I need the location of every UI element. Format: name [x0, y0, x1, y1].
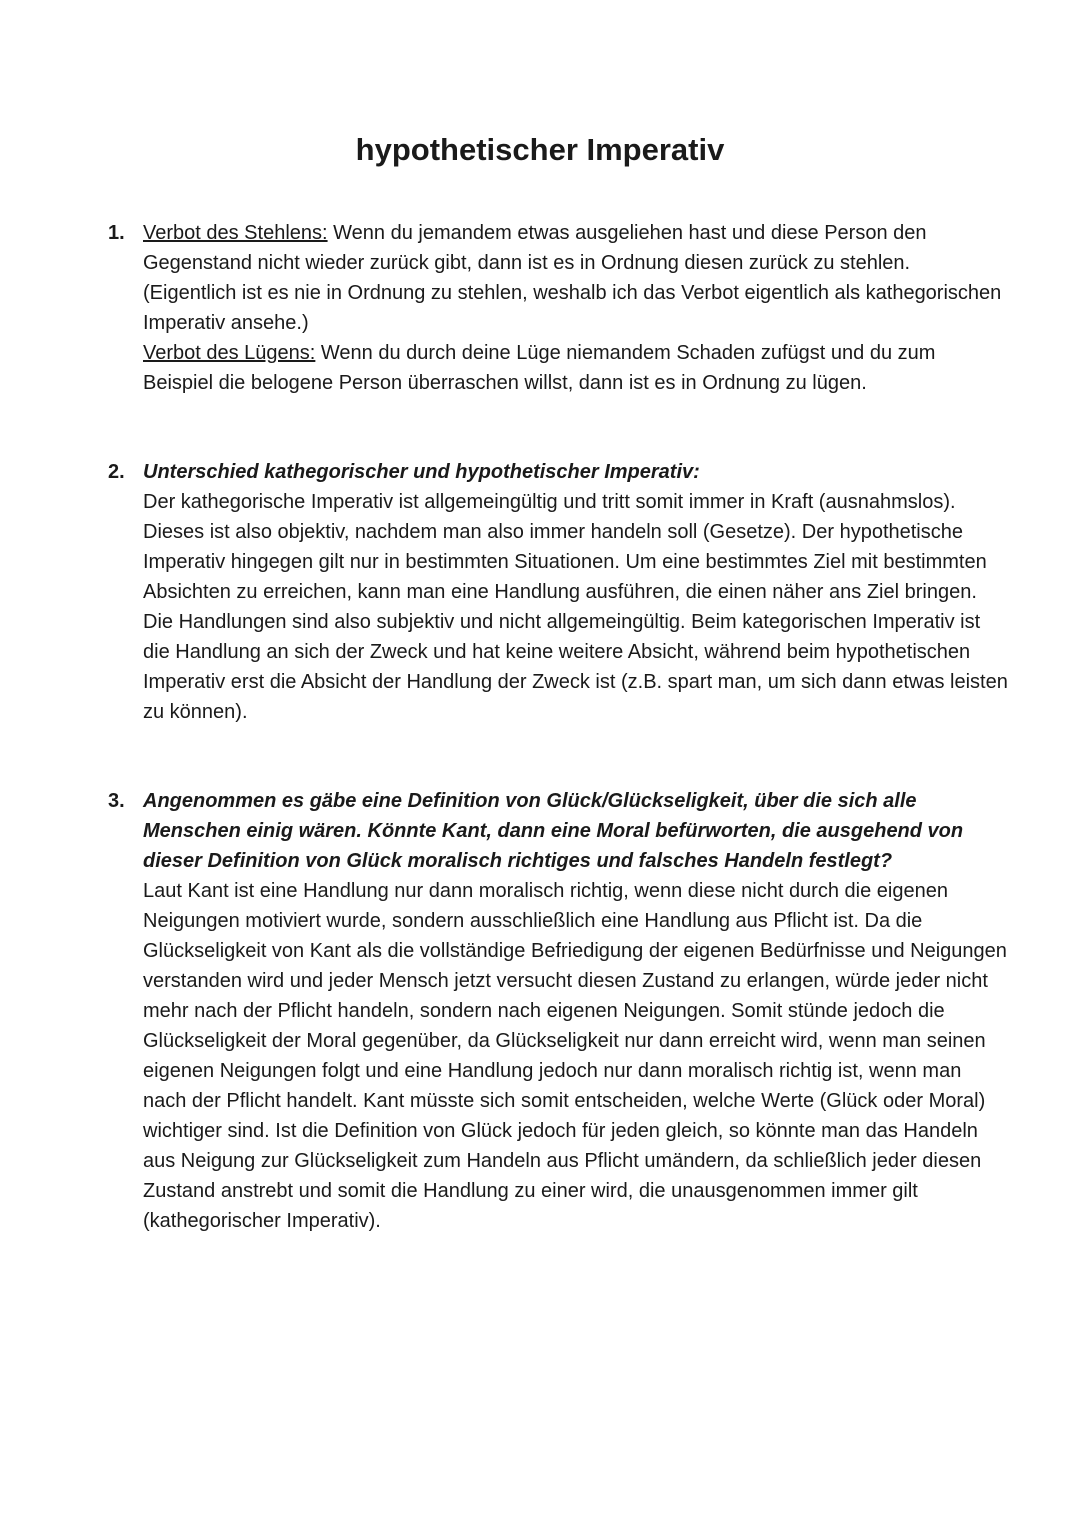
- item-body: [143, 457, 1008, 727]
- paragraph-luegen: [143, 338, 1008, 398]
- text-verbot-stehlen: Wenn du jemandem etwas ausgeliehen hast und diese Person den Gegenstand nicht wieder zurück gibt, dann ist es in Ordnung diesen zurück zu stehlen. (Eigentlich ist es nie in Ordnung zu stehlen, weshalb ich das Verbot eigentlich als kathegorischen Imperativ ansehe.): [143, 222, 1002, 334]
- label-verbot-stehlen: Verbot des Stehlens:: [143, 222, 328, 244]
- item-number: 1.: [108, 222, 125, 244]
- item-body: [143, 218, 1008, 398]
- paragraph-stehlen: [143, 218, 1008, 338]
- text-verbot-luegen: Wenn du durch deine Lüge niemandem Schaden zufügst und du zum Beispiel die belogene Person überraschen willst, dann ist es in Ordnung zu lügen.: [143, 342, 936, 394]
- label-verbot-luegen: Verbot des Lügens:: [143, 342, 316, 364]
- question-heading: Unterschied kathegorischer und hypothetischer Imperativ:: [143, 461, 700, 483]
- item-number: 3.: [108, 790, 125, 812]
- page-title: hypothetischer Imperativ: [355, 132, 725, 167]
- list-item-1: [108, 218, 1008, 398]
- answer-paragraph: Der kathegorische Imperativ ist allgemeingültig und tritt somit immer in Kraft (ausnahmslos). Dieses ist also objektiv, nachdem man also immer handeln soll (Gesetze). Der hypothetische Imperativ hingegen gilt nur in bestimmten Situationen. Um eine bestimmtes Ziel mit bestimmten Absichten zu erreichen, kann man eine Handlung ausführen, die einen näher ans Ziel bringen. Die Handlungen sind also subjektiv und nicht allgemeingültig. Beim kategorischen Imperativ ist die Handlung an sich der Zweck und hat keine weitere Absicht, während beim hypothetischen Imperativ erst die Absicht der Handlung der Zweck ist (z.B. spart man, um sich dann etwas leisten zu können).: [143, 491, 1008, 723]
- item-body: [143, 786, 1008, 1236]
- list-item-3: [108, 786, 1008, 1236]
- question-heading: Angenommen es gäbe eine Definition von Glück/Glückseligkeit, über die sich alle Menschen einig wären. Könnte Kant, dann eine Moral befürworten, die ausgehend von dieser Definition von Glück moralisch richtiges und falsches Handeln festlegt?: [143, 790, 964, 872]
- answer-paragraph: Laut Kant ist eine Handlung nur dann moralisch richtig, wenn diese nicht durch die eigenen Neigungen motiviert wurde, sondern ausschließlich eine Handlung aus Pflicht ist. Da die Glückseligkeit von Kant als die vollständige Befriedigung der eigenen Bedürfnisse und Neigungen verstanden wird und jeder Mensch jetzt versucht diesen Zustand zu erlangen, würde jeder nicht mehr nach der Pflicht handeln, sondern nach eigenen Neigungen. Somit stünde jedoch die Glückseligkeit der Moral gegenüber, da Glückseligkeit nur dann erreicht wird, wenn man seinen eigenen Neigungen folgt und eine Handlung jedoch nur dann moralisch richtig ist, wenn man nach der Pflicht handelt. Kant müsste sich somit entscheiden, welche Werte (Glück oder Moral) wichtiger sind. Ist die Definition von Glück jedoch für jeden gleich, so könnte man das Handeln aus Neigung zur Glückseligkeit zum Handeln aus Pflicht umändern, da schließlich jeder diesen Zustand anstrebt und somit die Handlung zu einer wird, die unausgenommen immer gilt (kathegorischer Imperativ).: [143, 880, 1007, 1232]
- list-item-2: [108, 457, 1008, 727]
- item-number: 2.: [108, 461, 125, 483]
